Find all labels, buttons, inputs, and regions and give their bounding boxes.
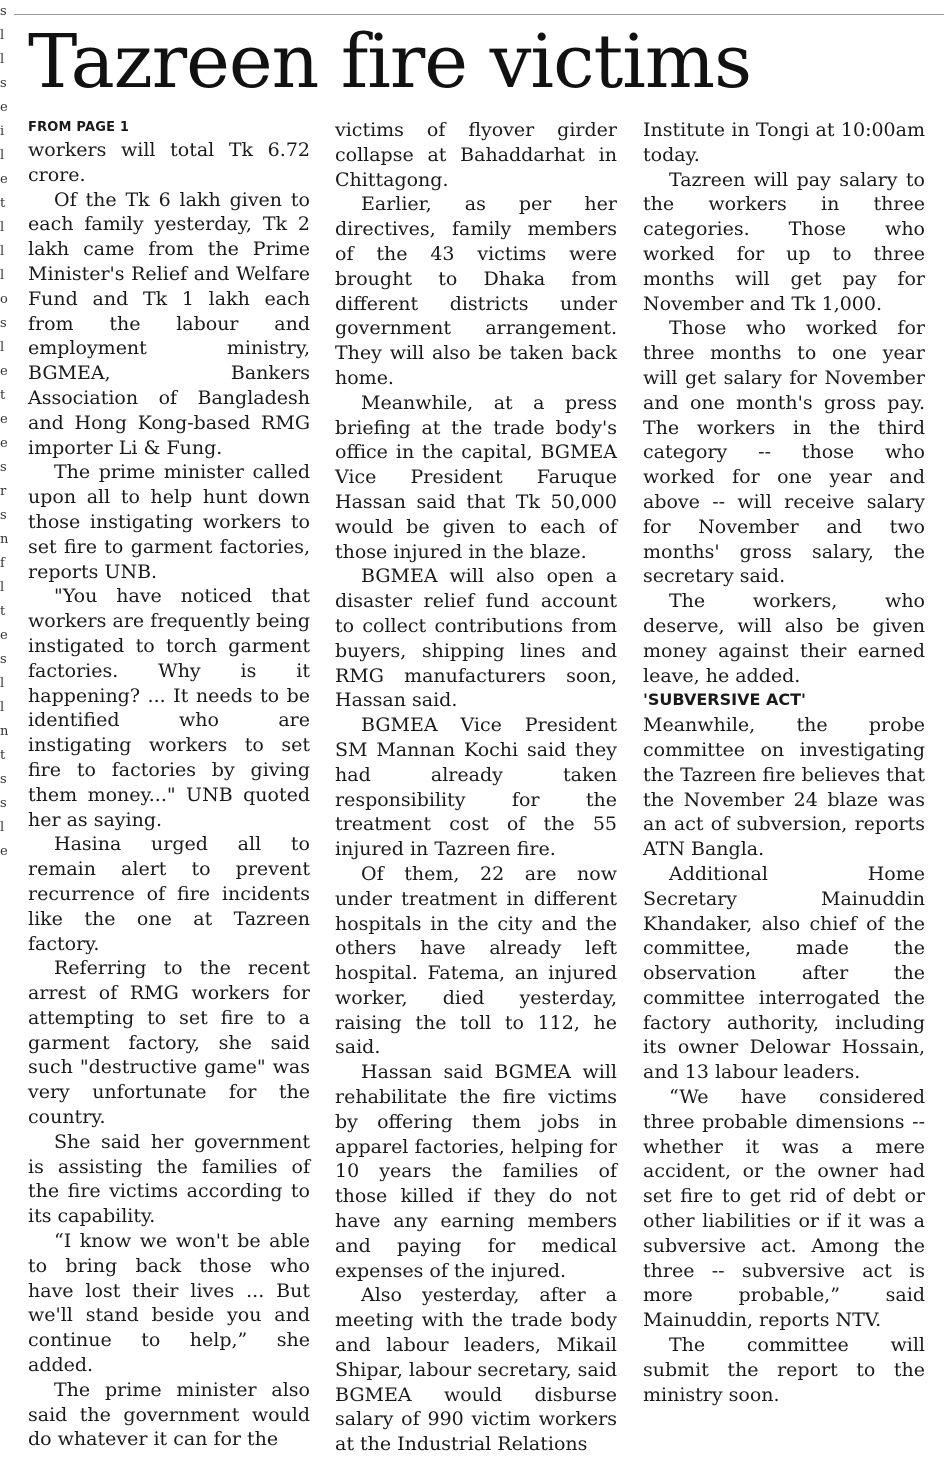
gutter-fragment: l xyxy=(0,148,5,163)
gutter-fragment: l xyxy=(0,52,5,67)
paragraph: The workers, who deserve, will also be given money against their earned leave, he added. xyxy=(643,590,925,687)
gutter-fragment: l xyxy=(0,340,5,355)
gutter-fragment: l xyxy=(0,244,5,259)
gutter-fragment: f xyxy=(0,556,5,571)
gutter-fragment: l xyxy=(0,28,5,43)
gutter-fragment: n xyxy=(0,532,9,547)
paragraph: Earlier, as per her directives, family members of the 43 victims were brought to Dhaka from different districts under government arrangement. They will also be taken back home. xyxy=(335,193,617,389)
paragraph: workers will total Tk 6.72 crore. xyxy=(28,139,310,186)
gutter-fragment: e xyxy=(0,100,8,115)
gutter-fragment: s xyxy=(0,4,7,19)
paragraph: "You have noticed that workers are frequently being instigated to torch garment factories. Why is it happening? ... It needs to be identified who are instigating workers to set fire to factories by giving them money..." UNB quoted her as saying. xyxy=(28,585,310,831)
article-column-1 xyxy=(28,118,310,1451)
gutter-fragment: o xyxy=(0,292,8,307)
paragraph: Meanwhile, at a press briefing at the trade body's office in the capital, BGMEA Vice President Faruque Hassan said that Tk 50,000 would be given to each of those injured in the blaze. xyxy=(335,391,617,563)
paragraph: “We have considered three probable dimensions -- whether it was a mere accident, or the owner had set fire to get rid of debt or other liabilities or if it was a subversive act. Among the three -- subversive act is more probable,” said Mainuddin, reports NTV. xyxy=(643,1086,925,1332)
paragraph: “I know we won't be able to bring back those who have lost their lives ... But we'll stand beside you and continue to help,” she added. xyxy=(28,1230,310,1377)
paragraph: Of them, 22 are now under treatment in different hospitals in the city and the others have already left hospital. Fatema, an injured worker, died yesterday, raising the toll to 112, he said. xyxy=(335,862,617,1059)
gutter-fragment: l xyxy=(0,676,5,691)
gutter-fragment: s xyxy=(0,796,7,811)
gutter-fragment: t xyxy=(0,748,6,763)
gutter-fragment: l xyxy=(0,220,5,235)
subhead: 'SUBVERSIVE ACT' xyxy=(643,690,806,710)
gutter-fragment: l xyxy=(0,700,5,715)
gutter-fragment: e xyxy=(0,436,8,451)
paragraph: The committee will submit the report to the ministry soon. xyxy=(643,1334,925,1406)
paragraph: Hasina urged all to remain alert to prevent recurrence of fire incidents like the one at Tazreen factory. xyxy=(28,833,310,955)
paragraph: Hassan said BGMEA will rehabilitate the fire victims by offering them jobs in apparel factories, helping for 10 years the families of those killed if they do not have any earning members and paying for medical expenses of the injured. xyxy=(335,1061,617,1282)
paragraph: Tazreen will pay salary to the workers in three categories. Those who worked for up to three months will get pay for November and Tk 1,000. xyxy=(643,168,925,315)
gutter-fragment: e xyxy=(0,172,8,187)
paragraph: Additional Home Secretary Mainuddin Khandaker, also chief of the committee, made the observation after the committee interrogated the factory authority, including its owner Delowar Hossain, and 13 labour leaders. xyxy=(643,862,925,1084)
gutter-fragment: e xyxy=(0,364,8,379)
paragraph: BGMEA Vice President SM Mannan Kochi said they had already taken responsibility for the treatment cost of the 55 injured in Tazreen fire. xyxy=(335,714,617,861)
gutter-fragment: i xyxy=(0,124,5,139)
gutter-fragment: s xyxy=(0,76,7,91)
paragraph: Meanwhile, the probe committee on investigating the Tazreen fire believes that the November 24 blaze was an act of subversion, reports ATN Bangla. xyxy=(643,714,925,861)
gutter-fragment: e xyxy=(0,412,8,427)
gutter-fragment: e xyxy=(0,844,8,859)
gutter-fragment: s xyxy=(0,652,7,667)
gutter-fragment: t xyxy=(0,388,6,403)
gutter-fragment: s xyxy=(0,772,7,787)
gutter-fragment: l xyxy=(0,820,5,835)
paragraph: Also yesterday, after a meeting with the trade body and labour leaders, Mikail Shipar, labour secretary, said BGMEA would disburse salary of 990 victim workers at the Industrial Relations xyxy=(335,1284,617,1456)
paragraph: Referring to the recent arrest of RMG workers for attempting to set fire to a garment factory, she said such "destructive game" was very unfortunate for the country. xyxy=(28,957,310,1129)
gutter-fragment: t xyxy=(0,196,6,211)
gutter-fragment: s xyxy=(0,316,7,331)
paragraph: Of the Tk 6 lakh given to each family yesterday, Tk 2 lakh came from the Prime Minister's Relief and Welfare Fund and Tk 1 lakh each from the labour and employment ministry, BGMEA, Bankers Association of Bangladesh and Hong Kong-based RMG importer Li & Fung. xyxy=(28,188,310,459)
gutter-fragment: s xyxy=(0,508,7,523)
article-column-2 xyxy=(335,118,617,1456)
gutter-fragment: t xyxy=(0,604,6,619)
paragraph: Institute in Tongi at 10:00am today. xyxy=(643,119,925,166)
headline: Tazreen fire victims xyxy=(28,19,752,105)
paragraph: The prime minister also said the government would do whatever it can for the xyxy=(28,1378,310,1451)
paragraph: BGMEA will also open a disaster relief fund account to collect contributions from buyers, shipping lines and RMG manufacturers soon, Hassan said. xyxy=(335,565,617,712)
gutter-fragment: r xyxy=(0,484,7,499)
gutter-fragment: e xyxy=(0,628,8,643)
paragraph: The prime minister called upon all to help hunt down those instigating workers to set fire to garment factories, reports UNB. xyxy=(28,461,310,583)
gutter-fragment: l xyxy=(0,268,5,283)
gutter-fragment: n xyxy=(0,724,9,739)
gutter-fragment: s xyxy=(0,460,7,475)
article-column-3 xyxy=(643,118,925,1406)
left-gutter-fragments xyxy=(0,0,12,1392)
paragraph: victims of flyover girder collapse at Bahaddarhat in Chittagong. xyxy=(335,119,617,191)
gutter-fragment: l xyxy=(0,580,5,595)
paragraph: She said her government is assisting the families of the fire victims according to its capability. xyxy=(28,1130,310,1228)
paragraph: Those who worked for three months to one year will get salary for November and one month's gross pay. The workers in the third category -- those who worked for one year and above -- will receive salary for November and two months' gross salary, the secretary said. xyxy=(643,317,925,588)
kicker-from-page: FROM PAGE 1 xyxy=(28,120,130,135)
